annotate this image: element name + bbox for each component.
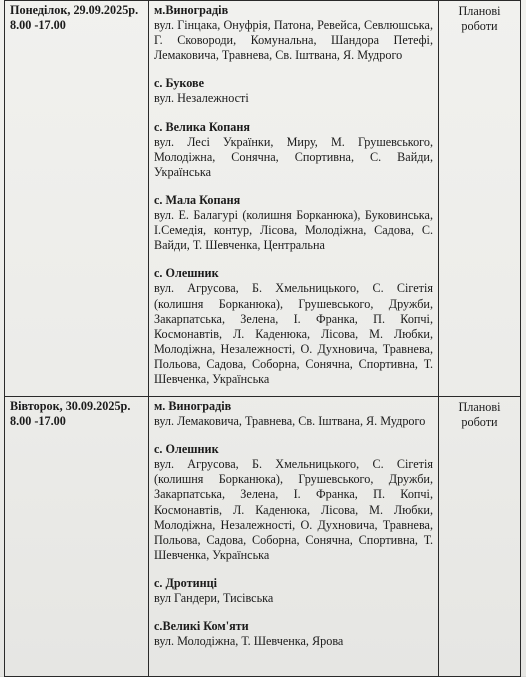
locality-name: с. Олешник [154, 442, 219, 457]
location-block [154, 442, 433, 563]
location-block [154, 120, 433, 180]
day-label: Понеділок, 29.09.2025р. [10, 3, 139, 17]
street-list: вул. Незалежності [154, 91, 249, 106]
locality-name: м. Виноградів [154, 399, 232, 413]
street-list: вул Гандери, Тисівська [154, 591, 274, 606]
locality-name: м.Виноградів [154, 3, 229, 17]
location-block [154, 76, 433, 106]
locations-cell [149, 397, 439, 677]
street-list: вул. Лемаковича, Травнева, Св. Іштвана, Я. Мудрого [154, 414, 426, 429]
location-block [154, 3, 433, 63]
street-list: вул. Агрусова, Б. Хмельницького, С. Сігетія (колишня Борканюка), Грушевського, Дружби, Закарпатська, Зелена, І. Франка, П. Копчі, Космонавтів, Л. Каденюка, Лісова, М. Любки, Молодіжна, Незалежності, О. Духновича, Травнева, Польова, Садова, Соборна, Сонячна, Спортивна, Т. Шевченка, Українська [154, 281, 433, 386]
locations-cell [149, 1, 439, 397]
locality-name: с. Букове [154, 76, 204, 91]
location-block [154, 619, 433, 649]
schedule-row [5, 397, 521, 677]
street-list: вул. Е. Балагурі (колишня Борканюка), Буковинська, І.Семедія, контур, Лісова, Молодіжна, Садова, С. Вайди, Т. Шевченка, Центральна [154, 208, 433, 253]
location-block [154, 193, 433, 253]
street-list: вул. Лесі Українки, Миру, М. Грушевського, Молодіжна, Сонячна, Спортивна, С. Вайди, Українська [154, 134, 433, 179]
time-range: 8.00 -17.00 [10, 414, 66, 429]
locality-name: с. Олешник [154, 266, 219, 281]
date-cell [5, 397, 149, 677]
outage-schedule-table [4, 0, 521, 677]
locality-name: с. Велика Копаня [154, 119, 250, 134]
day-label: Вівторок, 30.09.2025р. [10, 399, 131, 413]
location-block [154, 576, 433, 606]
work-type-cell: Планові роботи [439, 1, 521, 397]
location-block [154, 399, 433, 429]
locality-name: с.Великі Ком'яти [154, 619, 249, 634]
location-block [154, 266, 433, 387]
street-list: вул. Молодіжна, Т. Шевченка, Ярова [154, 634, 344, 649]
schedule-row [5, 1, 521, 397]
work-type-cell: Планові роботи [439, 397, 521, 677]
time-range: 8.00 -17.00 [10, 18, 66, 33]
date-cell [5, 1, 149, 397]
street-list: вул. Гінцака, Онуфрія, Патона, Ревейса, Севлюшська, Г. Сковороди, Комунальна, Шандора Петефі, Лемаковича, Травнева, Св. Іштвана, Я. Мудрого [154, 18, 433, 63]
locality-name: с. Дротинці [154, 575, 218, 590]
locality-name: с. Мала Копаня [154, 192, 241, 207]
street-list: вул. Агрусова, Б. Хмельницького, С. Сігетія (колишня Борканюка), Грушевського, Дружби, Закарпатська, Зелена, І. Франка, П. Копчі, Космонавтів, Л. Каденюка, Лісова, М. Любки, Молодіжна, Незалежності, О. Духновича, Травнева, Польова, Садова, Соборна, Сонячна, Спортивна, Т. Шевченка, Українська [154, 457, 433, 562]
